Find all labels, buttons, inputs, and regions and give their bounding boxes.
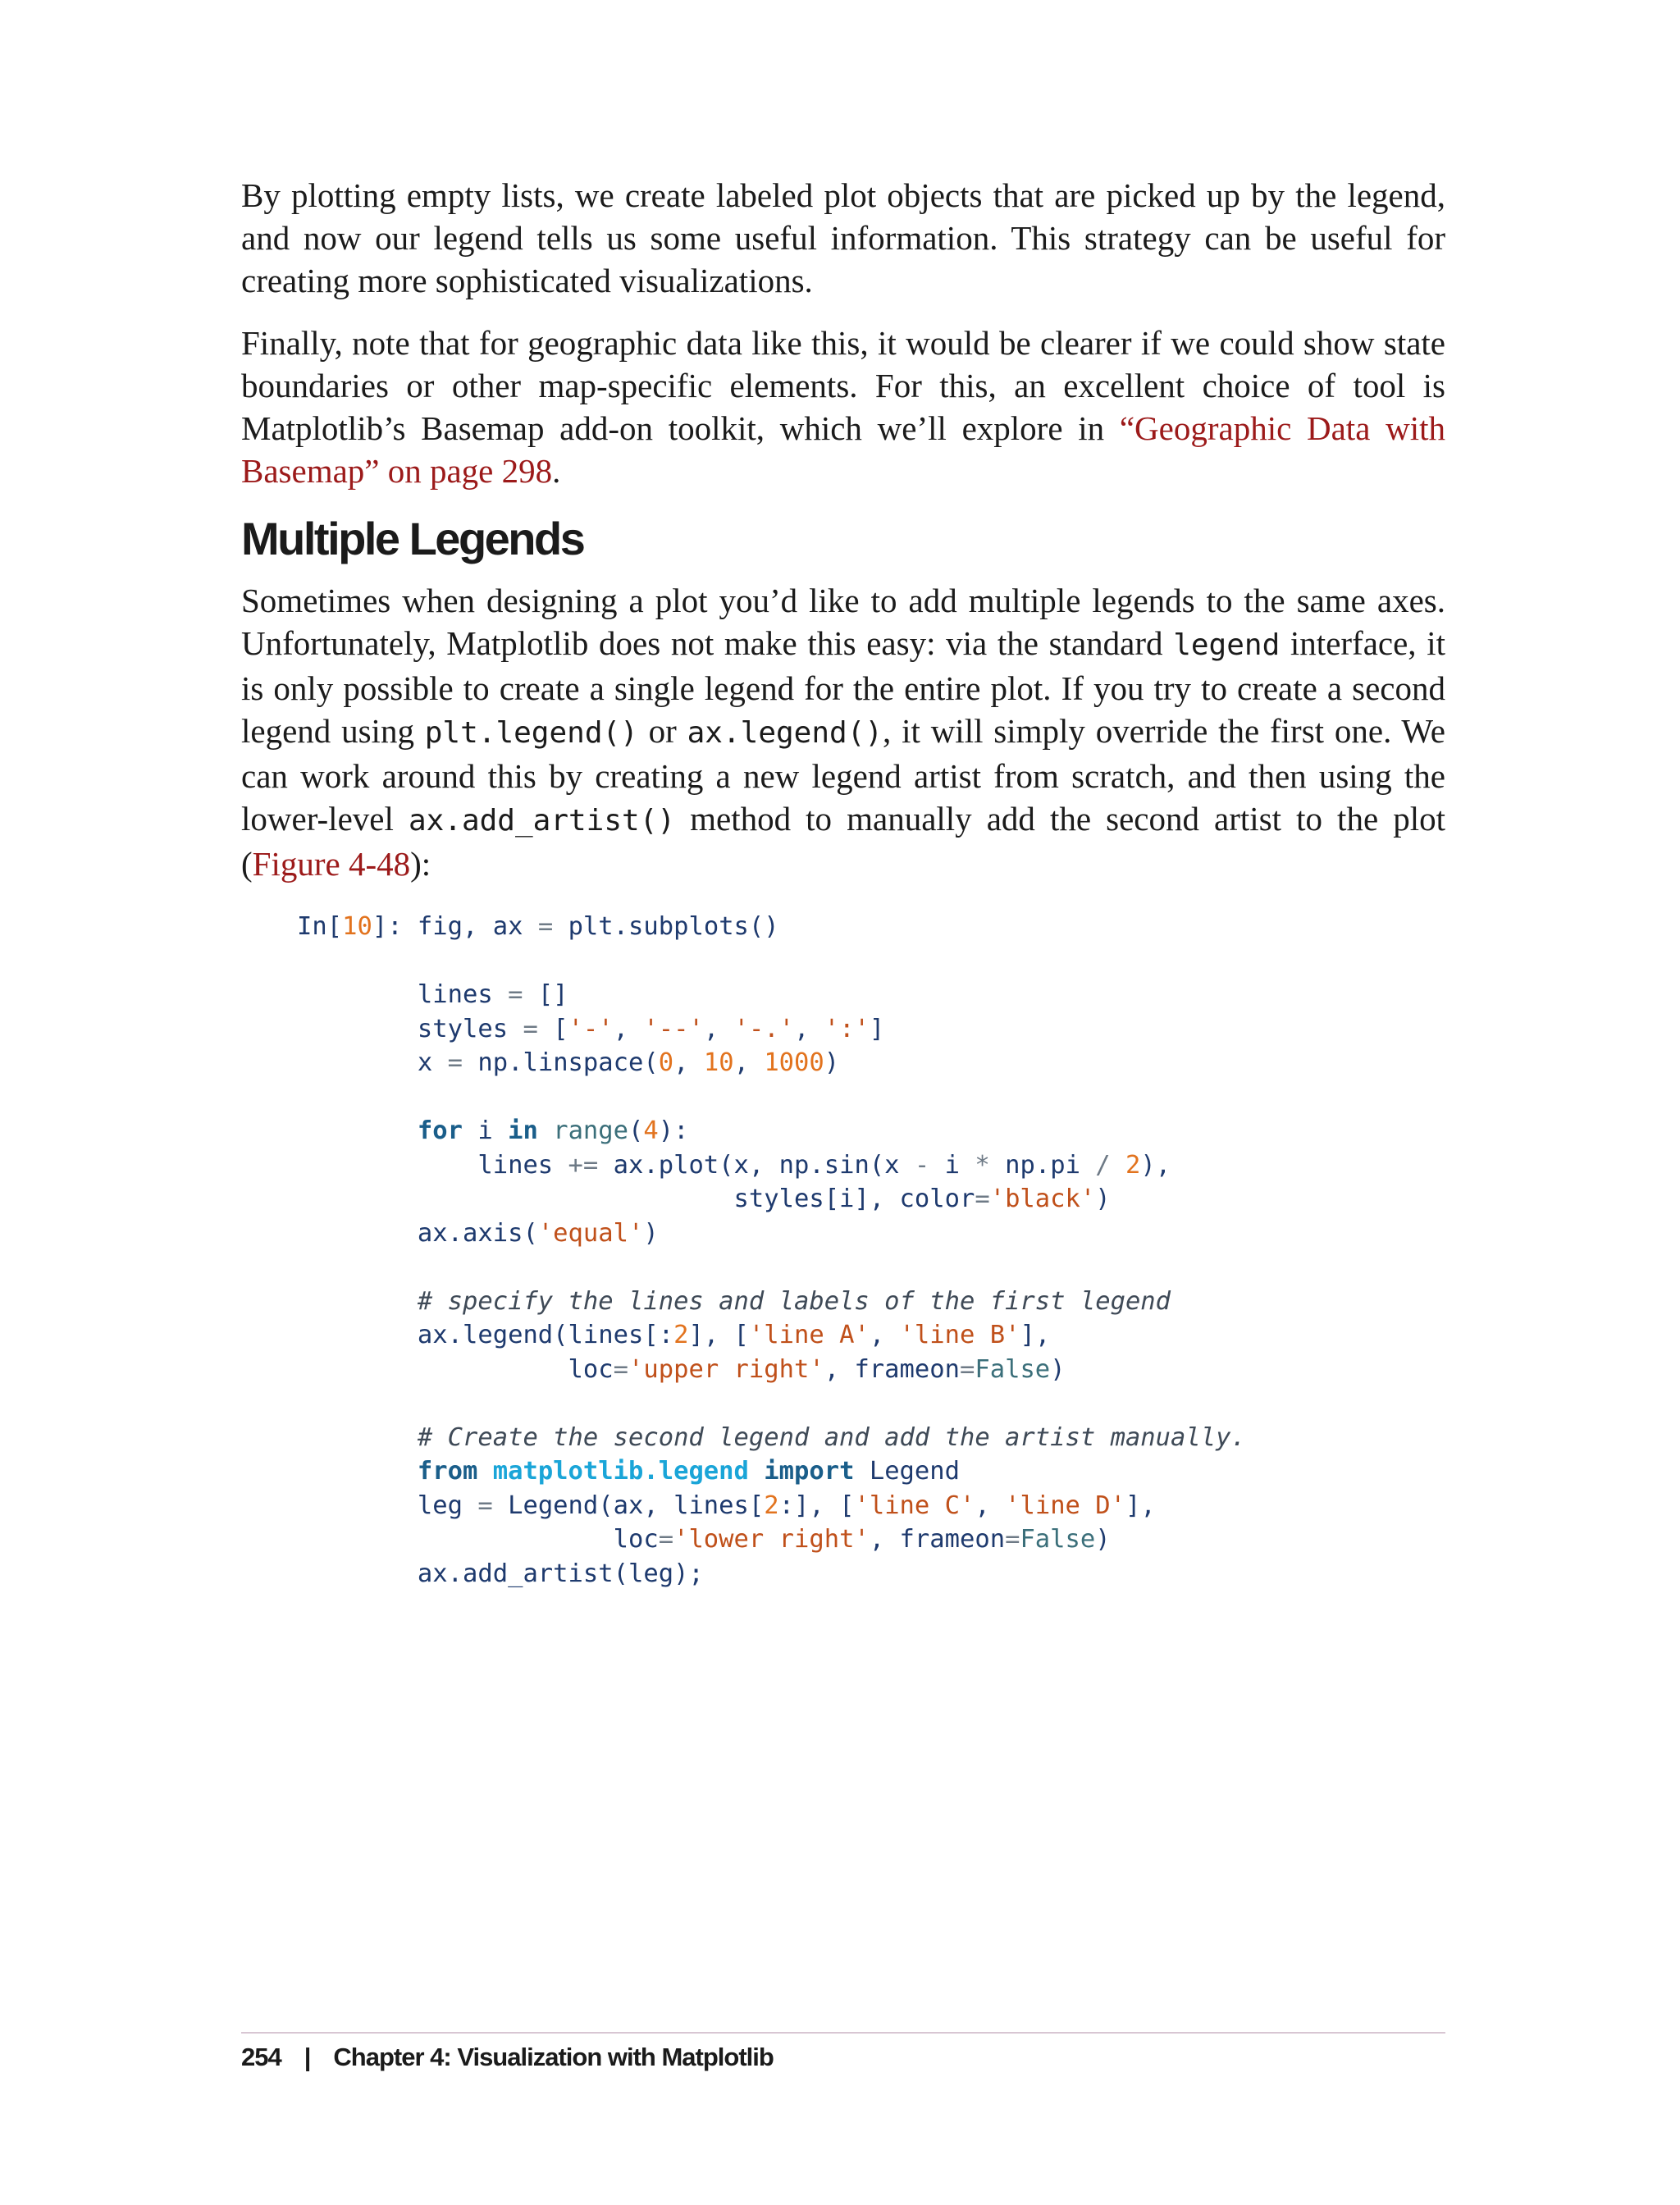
paragraph-text: interface, it is only possible to create a single legend for the entire plot. If you try to create a second legend using <box>241 624 1445 750</box>
code-line: lines = [] <box>297 980 568 1009</box>
paragraph-text: method to manually add the second artist to the plot ( <box>241 800 1445 883</box>
code-line: loc='lower right', frameon=False) <box>297 1525 1111 1554</box>
paragraph-geographic <box>241 322 1445 492</box>
paragraph-text: . <box>552 452 561 490</box>
code-line: # Create the second legend and add the artist manually. <box>417 1422 1246 1452</box>
page-number: 254 <box>241 2043 281 2071</box>
page-footer <box>241 2043 774 2072</box>
code-line: ax.axis('equal') <box>297 1218 659 1248</box>
paragraph-text: , it will simply override the first one. We can work around this by creating a new legend artist from scratch, and then using the lower-level <box>241 712 1445 838</box>
code-line: lines += ax.plot(x, np.sin(x - i * np.pi / 2), <box>297 1150 1171 1180</box>
footer-separator: | <box>304 2043 311 2071</box>
code-line: ax.add_artist(leg); <box>297 1559 704 1588</box>
code-line: from matplotlib.legend import Legend <box>417 1457 961 1486</box>
code-line: x = np.linspace(0, 10, 1000) <box>297 1048 840 1077</box>
inline-code-add-artist: ax.add_artist() <box>408 804 676 838</box>
inline-code-plt-legend: plt.legend() <box>424 716 638 750</box>
chapter-title: Chapter 4: Visualization with Matplotlib <box>333 2043 774 2071</box>
paragraph-text: ): <box>410 845 431 883</box>
footer-rule <box>241 2032 1445 2034</box>
paragraph-text: or <box>637 712 687 750</box>
code-line: for i in range(4): <box>417 1116 689 1145</box>
page-content <box>241 174 1445 1591</box>
paragraph-text: Sometimes when designing a plot you’d like to add multiple legends to the same axes. Unfortunately, Matplotlib does not make this easy: via the standard <box>241 582 1445 662</box>
code-line: ax.legend(lines[:2], ['line A', 'line B'], <box>297 1321 1051 1349</box>
paragraph-empty-lists <box>241 174 1445 302</box>
code-line: styles[i], color='black') <box>297 1185 1111 1213</box>
inline-code-ax-legend: ax.legend() <box>687 716 883 750</box>
basemap-cross-reference-link[interactable]: “Geographic Data with Basemap” on page 298 <box>241 409 1445 490</box>
code-block <box>297 910 1445 1591</box>
paragraph-text: By plotting empty lists, we create labeled plot objects that are picked up by the legend, and now our legend tells us some useful information. This strategy can be useful for creating more sophisticated visualizations. <box>241 176 1445 299</box>
section-heading: Multiple Legends <box>241 513 584 564</box>
code-line: In[10]: fig, ax = plt.subplots() <box>297 912 779 941</box>
code-line: leg = Legend(ax, lines[2:], ['line C', 'line D'], <box>297 1491 1156 1520</box>
paragraph-text: Finally, note that for geographic data like this, it would be clearer if we could show state boundaries or other map-specific elements. For this, an excellent choice of tool is Matplotlib’s Basemap add-on toolkit, which we’ll explore in <box>241 324 1445 447</box>
inline-code-legend: legend <box>1173 628 1281 662</box>
code-line: styles = ['-', '--', '-.', ':'] <box>297 1014 885 1043</box>
paragraph-multiple-legends <box>241 579 1445 885</box>
code-line: # specify the lines and labels of the first legend <box>417 1286 1171 1316</box>
code-line: loc='upper right', frameon=False) <box>297 1354 1066 1384</box>
figure-4-48-link[interactable]: Figure 4-48 <box>252 845 411 883</box>
